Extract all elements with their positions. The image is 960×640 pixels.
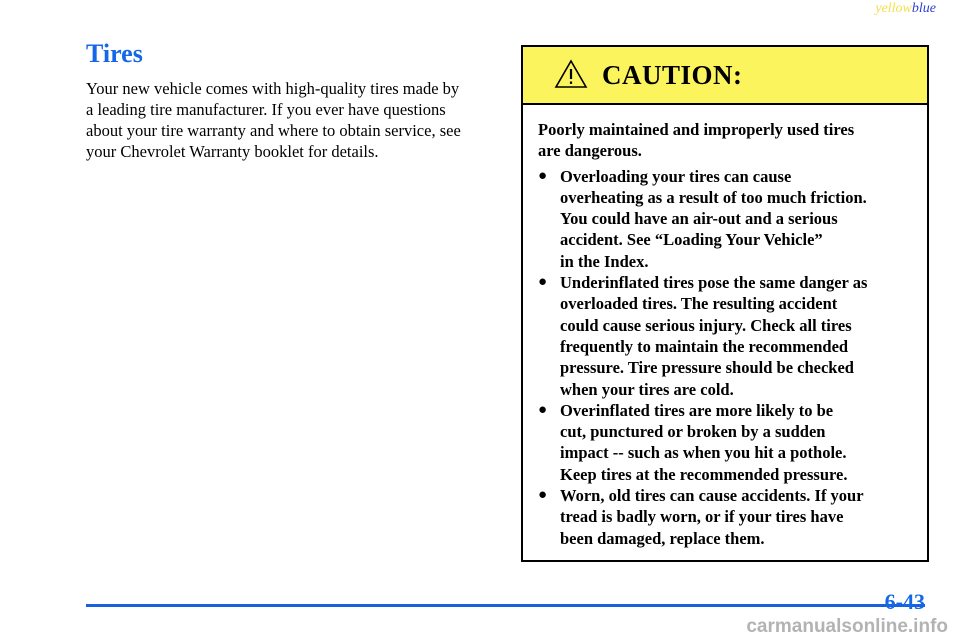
section-title: Tires: [86, 39, 143, 68]
list-item-text: Worn, old tires can cause accidents. If your tread is badly worn, or if your tires have been damaged, replace them.: [560, 486, 864, 548]
caution-header: [523, 47, 927, 105]
caution-lead: Poorly maintained and improperly used tires are dangerous.: [538, 120, 855, 161]
watermark: carmanualsonline.info: [746, 616, 948, 637]
list-item: [538, 272, 903, 400]
caution-body: [523, 105, 927, 549]
page-number: 6-43: [884, 589, 925, 614]
color-tag: [875, 1, 936, 17]
caution-title: CAUTION:: [602, 59, 743, 90]
intro-paragraph: Your new vehicle comes with high-quality tires made by a leading tire manufacturer. If you ever have questions about your tire warranty and where to obtain service, see your Chevrolet Warranty booklet for details.: [86, 79, 461, 161]
bullet-icon: ●: [538, 487, 548, 504]
list-item-text: Underinflated tires pose the same danger as overloaded tires. The resulting accident could cause serious injury. Check all tires frequently to maintain the recommended pressure. Tire pressure should be checked when your tires are cold.: [560, 273, 868, 399]
warning-triangle-icon: [554, 59, 588, 89]
list-item: [538, 400, 903, 485]
caution-box: [521, 45, 929, 562]
bullet-icon: ●: [538, 274, 548, 291]
caution-list: [538, 166, 903, 549]
color-tag-blue: blue: [911, 1, 936, 16]
list-item: [538, 166, 903, 272]
bullet-icon: ●: [538, 401, 548, 418]
color-tag-yellow: yellow: [875, 1, 912, 16]
list-item: [538, 485, 903, 549]
bullet-icon: ●: [538, 167, 548, 184]
list-item-text: Overinflated tires are more likely to be cut, punctured or broken by a sudden impact -- such as when you hit a pothole. Keep tires at the recommended pressure.: [560, 400, 848, 484]
list-item-text: Overloading your tires can cause overheating as a result of too much friction. You could have an air-out and a serious accident. See “Loading Your Vehicle” in the Index.: [560, 166, 867, 271]
footer-rule: [86, 604, 925, 607]
